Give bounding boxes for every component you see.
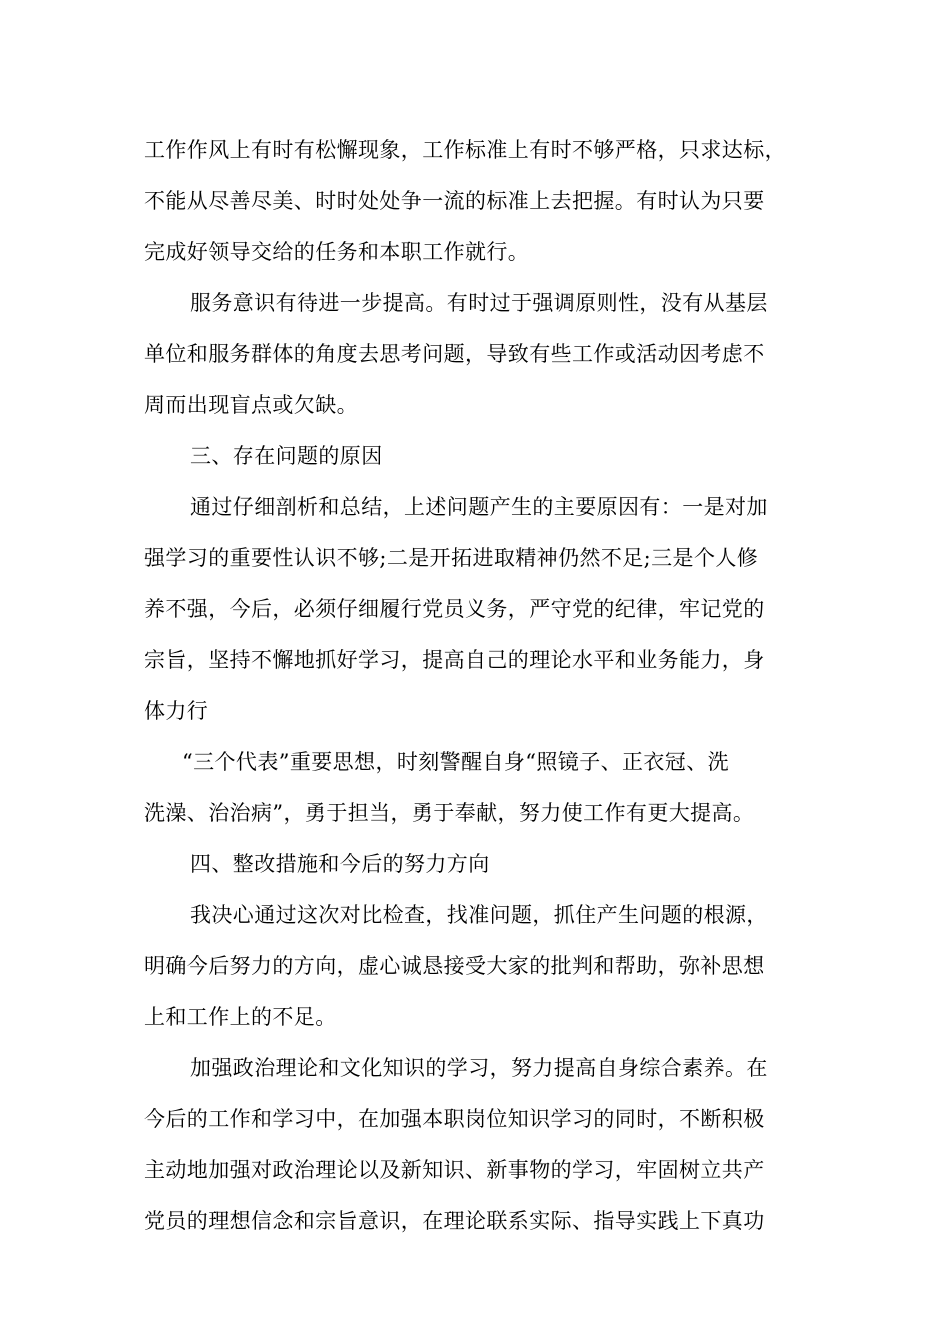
section-heading: 三、存在问题的原因 (190, 444, 383, 468)
text-line: 体力行 (144, 699, 209, 723)
text-line: 单位和服务群体的角度去思考问题，导致有些工作或活动因考虑不 (144, 342, 765, 366)
text-line: 洗澡、治治病”，勇于担当，勇于奉献，努力使工作有更大提高。 (144, 801, 755, 825)
text-line: 工作作风上有时有松懈现象，工作标准上有时不够严格，只求达标， (144, 138, 786, 162)
text-line: 不能从尽善尽美、时时处处争一流的标准上去把握。有时认为只要 (144, 189, 765, 213)
text-line: 党员的理想信念和宗旨意识，在理论联系实际、指导实践上下真功 (144, 1209, 765, 1233)
text-line: 宗旨，坚持不懈地抓好学习，提高自己的理论水平和业务能力，身 (144, 648, 765, 672)
text-line: 强学习的重要性认识不够;二是开拓进取精神仍然不足;三是个人修 (144, 546, 759, 570)
text-line: 主动地加强对政治理论以及新知识、新事物的学习，牢固树立共产 (144, 1158, 765, 1182)
paragraph-start-line: “三个代表”重要思想，时刻警醒自身“照镜子、正衣冠、洗 (182, 750, 730, 774)
text-line: 完成好领导交给的任务和本职工作就行。 (144, 240, 530, 264)
text-line: 周而出现盲点或欠缺。 (144, 393, 358, 417)
section-heading: 四、整改措施和今后的努力方向 (190, 852, 490, 876)
text-line: 今后的工作和学习中，在加强本职岗位知识学习的同时，不断积极 (144, 1107, 765, 1131)
paragraph-start-line: 加强政治理论和文化知识的学习，努力提高自身综合素养。在 (190, 1056, 768, 1080)
paragraph-start-line: 通过仔细剖析和总结，上述问题产生的主要原因有：一是对加 (190, 495, 768, 519)
paragraph-start-line: 我决心通过这次对比检查，找准问题，抓住产生问题的根源， (190, 903, 768, 927)
paragraph-start-line: 服务意识有待进一步提高。有时过于强调原则性，没有从基层 (190, 291, 768, 315)
text-line: 养不强，今后，必须仔细履行党员义务，严守党的纪律，牢记党的 (144, 597, 765, 621)
text-line: 上和工作上的不足。 (144, 1005, 337, 1029)
text-line: 明确今后努力的方向，虚心诚恳接受大家的批判和帮助，弥补思想 (144, 954, 765, 978)
